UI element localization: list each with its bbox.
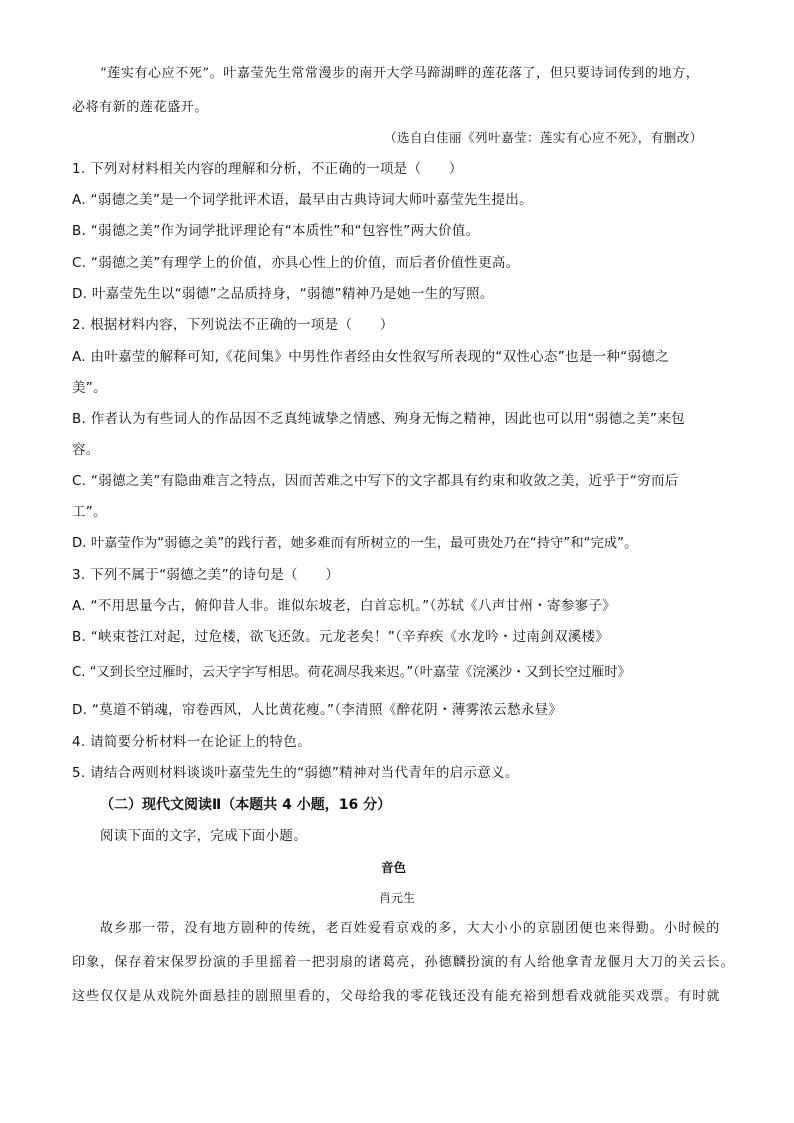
question-2-stem: 2. 根据材料内容，下列说法不正确的一项是（ ） <box>72 317 394 333</box>
question-3-option-c: C. “又到长空过雁时，云天字字写相思。荷花凋尽我来迟。”（叶嘉莹《浣溪沙・又到长空过雁时》 <box>72 665 631 680</box>
intro-line-2: 必将有新的莲花盛开。 <box>72 100 209 115</box>
question-1-option-a: A. “弱德之美”是一个词学批评术语，最早由古典诗词大师叶嘉莹先生提出。 <box>72 192 533 208</box>
section-instruction: 阅读下面的文字，完成下面小题。 <box>100 828 307 844</box>
article-author: 肖元生 <box>379 891 416 905</box>
question-1-option-d: D. 叶嘉莹先生以“弱德”之品质持身，“弱德”精神乃是她一生的写照。 <box>72 286 494 302</box>
question-3-option-a: A. “不用思量今古，俯仰昔人非。谁似东坡老，白首忘机。”（苏轼《八声甘州・寄参寥子》 <box>72 598 616 614</box>
question-1-option-b: B. “弱德之美”作为词学批评理论有“本质性”和“包容性”两大价值。 <box>72 223 480 239</box>
question-3-option-d: D. “莫道不销魂，帘卷西风，人比黄花瘦。”（李清照《醉花阴・薄雾浓云愁永昼》 <box>72 702 563 718</box>
question-2-option-c-cont: 工”。 <box>72 504 107 520</box>
question-2-option-c: C. “弱德之美”有隐曲难言之特点，因而苦难之中写下的文字都具有约束和收敛之美，近乎于“穷而后 <box>72 473 679 489</box>
section-heading: （二）现代文阅读Ⅱ（本题共 4 小题，16 分） <box>100 797 392 813</box>
question-2-option-b: B. 作者认为有些词人的作品因不乏真纯诚挚之情感、殉身无悔之精神，因此也可以用“弱德之美”来包 <box>72 411 685 427</box>
question-5-stem: 5. 请结合两则材料谈谈叶嘉莹先生的“弱德”精神对当代青年的启示意义。 <box>72 765 519 781</box>
question-2-option-b-cont: 容。 <box>72 442 100 458</box>
question-3-option-b: B. “峡束苍江对起，过危楼，欲飞还敛。元龙老矣！”（辛弃疾《水龙吟・过南剑双溪楼》 <box>72 629 610 645</box>
question-4-stem: 4. 请简要分析材料一在论证上的特色。 <box>72 734 311 750</box>
question-1-stem: 1. 下列对材料相关内容的理解和分析，不正确的一项是（ ） <box>72 161 463 177</box>
question-2-option-a: A. 由叶嘉莹的解释可知,《花间集》中男性作者经由女性叙写所表现的“双性心态”也是一种“弱德之 <box>72 349 669 365</box>
intro-source: （选自白佳丽《列叶嘉莹：莲实有心应不死》，有删改） <box>384 130 703 145</box>
question-3-stem: 3. 下列不属于“弱德之美”的诗句是（ ） <box>72 567 340 583</box>
article-line-2: 印象，保存着宋保罗扮演的手里摇着一把羽扇的诸葛亮，孙德麟扮演的有人给他拿青龙偃月大刀的关云长。 <box>72 955 735 970</box>
article-line-1: 故乡那一带，没有地方剧种的传统，老百姓爱看京戏的多，大大小小的京剧团便也来得勤。小时候的 <box>100 921 721 936</box>
question-2-option-a-cont: 美”。 <box>72 380 107 396</box>
intro-line-1: “莲实有心应不死”。叶嘉莹先生常常漫步的南开大学马蹄湖畔的莲花落了，但只要诗词传到的地方， <box>100 66 700 81</box>
question-2-option-d: D. 叶嘉莹作为“弱德之美”的践行者，她多难而有所树立的一生，最可贵处乃在“持守”和“完成”。 <box>72 536 638 551</box>
question-1-option-c: C. “弱德之美”有理学上的价值，亦具心性上的价值，而后者价值性更高。 <box>72 255 520 271</box>
article-title: 音色 <box>381 860 407 875</box>
article-line-3: 这些仅仅是从戏院外面悬挂的剧照里看的，父母给我的零花钱还没有能充裕到想看戏就能买戏票。有时就 <box>72 989 721 1004</box>
